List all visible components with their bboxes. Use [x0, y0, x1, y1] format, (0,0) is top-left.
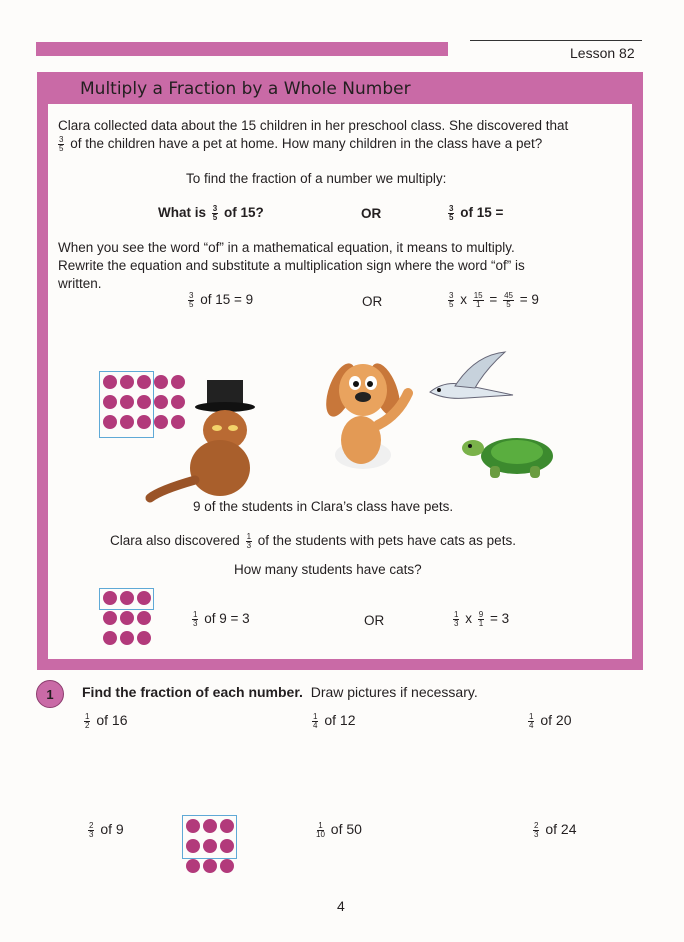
header-bar [36, 42, 448, 56]
counter-dot [103, 415, 117, 429]
counter-dot [120, 415, 134, 429]
equation-question: What is $\frac{3}{5}$ of 15? [158, 203, 264, 222]
dog-illustration [293, 345, 423, 475]
equation-2-left: $\frac{3}{5}$ of 15 = 9 [189, 290, 254, 309]
fraction: $\frac{1}{4}$ [529, 711, 534, 730]
counter-dot [186, 859, 200, 873]
counter-dot [103, 375, 117, 389]
exercise-number-badge: 1 [36, 680, 64, 708]
counter-dot [103, 611, 117, 625]
fraction: $\frac{3}{5}$ [212, 203, 218, 222]
counter-dot [186, 839, 200, 853]
fraction: $\frac{3}{5}$ [449, 290, 454, 309]
counter-dot [103, 591, 117, 605]
or-label: OR [364, 613, 385, 628]
intro-line-2: $\frac{3}{5}$ of the children have a pet at home. How many children in the class have a pet? [59, 134, 543, 153]
exercise-item: $\frac{1}{4}$ of 12 [313, 711, 356, 730]
counter-dot [186, 819, 200, 833]
equation-3-right: $\frac{1}{3}$ x $\frac{9}{1}$ = 3 [454, 609, 510, 628]
equation-of: $\frac{3}{5}$ of 15 = [449, 203, 504, 222]
counter-dot [137, 631, 151, 645]
or-label: OR [361, 206, 382, 221]
counter-dot [137, 611, 151, 625]
counter-dot [120, 591, 134, 605]
equation-3-left: $\frac{1}{3}$ of 9 = 3 [193, 609, 250, 628]
counter-dot [103, 631, 117, 645]
cats-question: How many students have cats? [234, 562, 422, 577]
exercise-item: $\frac{1}{4}$ of 20 [529, 711, 572, 730]
page-title: Multiply a Fraction by a Whole Number [80, 79, 411, 99]
header-rule [470, 40, 642, 41]
exercise-item: $\frac{1}{2}$ of 16 [85, 711, 128, 730]
cats-text: Clara also discovered $\frac{1}{3}$ of the students with pets have cats as pets. [110, 531, 516, 550]
cat-with-hat-illustration [145, 380, 275, 505]
equation-2-right: $\frac{3}{5}$ x $\frac{15}{1}$ = $\frac{45}{5}$ = 9 [449, 290, 539, 309]
counter-dot [220, 859, 234, 873]
lesson-label: Lesson 82 [570, 45, 635, 61]
fraction: $\frac{1}{2}$ [85, 711, 90, 730]
counter-dot [220, 839, 234, 853]
counter-dot [120, 395, 134, 409]
fraction: $\frac{2}{3}$ [89, 820, 94, 839]
counter-dot [203, 839, 217, 853]
fraction: $\frac{3}{5}$ [449, 203, 454, 222]
fraction: $\frac{1}{3}$ [454, 609, 459, 628]
fraction: $\frac{1}{10}$ [316, 820, 325, 839]
fraction: $\frac{15}{1}$ [473, 290, 483, 309]
counter-dot [120, 631, 134, 645]
explain-line-2: Rewrite the equation and substitute a multiplication sign where the word “of” is [58, 258, 525, 273]
exercise-instruction: Find the fraction of each number. Draw pictures if necessary. [82, 684, 478, 700]
fraction: $\frac{3}{5}$ [189, 290, 194, 309]
fraction: $\frac{1}{3}$ [193, 609, 198, 628]
fraction: $\frac{2}{3}$ [534, 820, 539, 839]
counter-dot [203, 859, 217, 873]
fraction: $\frac{45}{5}$ [504, 290, 513, 309]
counter-dot [120, 375, 134, 389]
page-number: 4 [337, 898, 345, 914]
fraction: $\frac{3}{5}$ [59, 134, 64, 153]
pets-text: 9 of the students in Clara’s class have pets. [193, 499, 454, 514]
exercise-item: $\frac{2}{3}$ of 9 [89, 820, 124, 839]
counter-dot [137, 591, 151, 605]
exercise-item: $\frac{2}{3}$ of 24 [534, 820, 577, 839]
counter-dot [103, 395, 117, 409]
counter-dot [203, 819, 217, 833]
intro-line-1: Clara collected data about the 15 children in her preschool class. She discovered that [58, 118, 569, 133]
turtle-illustration [455, 428, 560, 483]
fraction: $\frac{9}{1}$ [478, 609, 484, 628]
or-label: OR [362, 294, 383, 309]
counter-dot [220, 819, 234, 833]
fraction: $\frac{1}{4}$ [313, 711, 318, 730]
fraction: $\frac{1}{3}$ [246, 531, 252, 550]
exercise-item: $\frac{1}{10}$ of 50 [316, 820, 362, 839]
explain-line-1: When you see the word “of” in a mathematical equation, it means to multiply. [58, 240, 515, 255]
explain-line-3: written. [58, 276, 102, 291]
counter-dot [120, 611, 134, 625]
bird-illustration [425, 350, 520, 405]
to-find-text: To find the fraction of a number we multiply: [186, 171, 447, 186]
